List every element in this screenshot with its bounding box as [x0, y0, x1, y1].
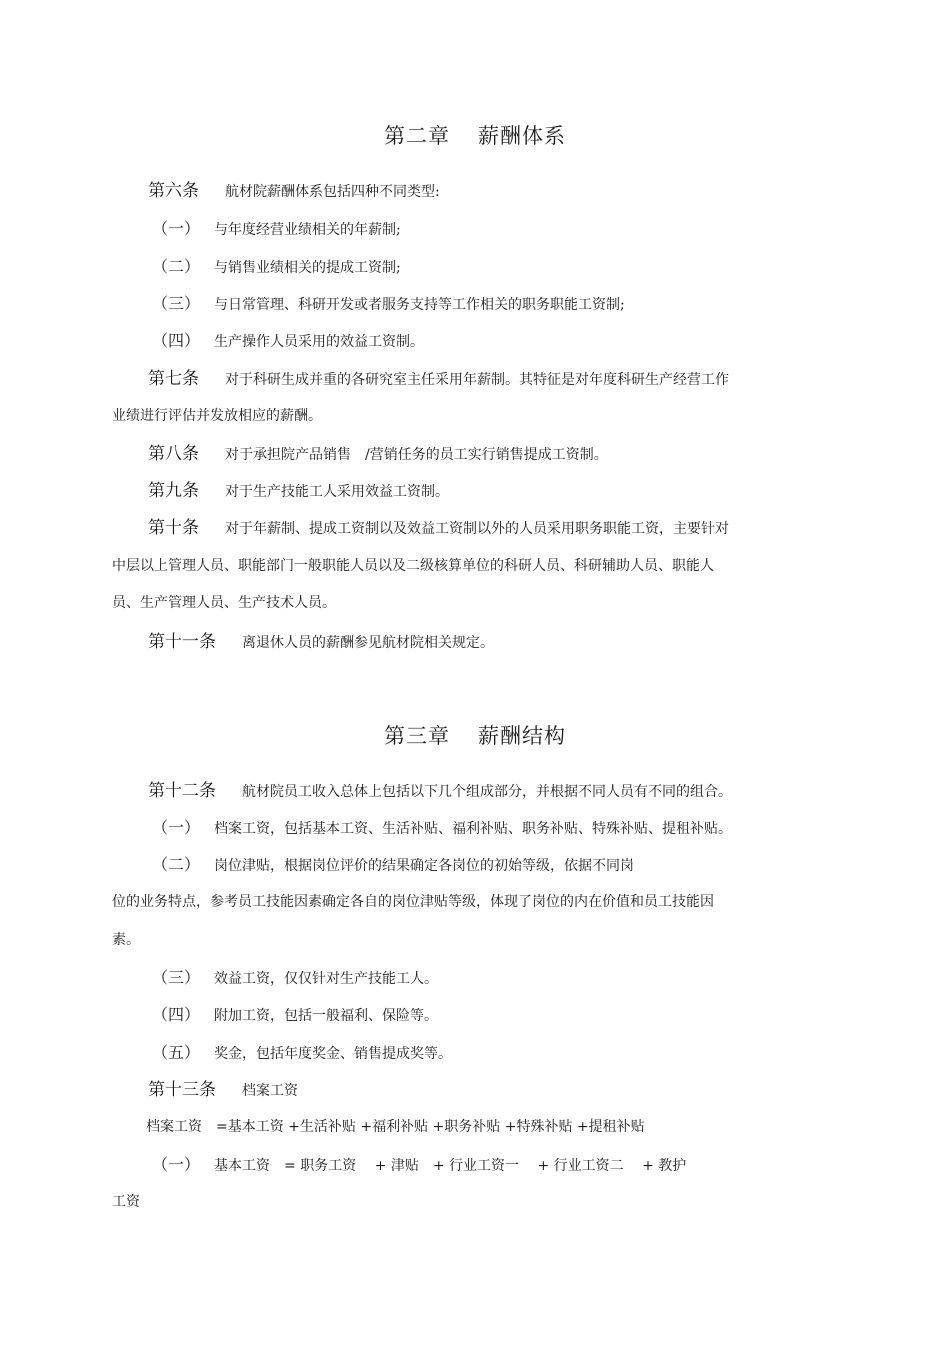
- article-10: [148, 518, 729, 539]
- article-label: 第十三条: [148, 1080, 216, 1100]
- item-text: 生产操作人员采用的效益工资制。: [214, 334, 425, 350]
- article-10-continuation: [112, 593, 336, 613]
- item-number: （三）: [152, 968, 201, 987]
- formula-continuation: [112, 1192, 140, 1212]
- chapter-heading: [0, 122, 950, 150]
- article-9: [148, 481, 449, 502]
- item-text: 与销售业绩相关的提成工资制;: [214, 260, 401, 276]
- item-text: 位的业务特点，参考员工技能因素确定各自的岗位津贴等级，体现了岗位的内在价值和员工技能因: [112, 894, 714, 910]
- chapter-heading: [0, 722, 950, 750]
- article-12: [148, 781, 732, 802]
- item-text: 与日常管理、科研开发或者服务支持等工作相关的职务职能工资制;: [214, 297, 625, 313]
- list-item: [152, 331, 424, 352]
- item-number: （三）: [152, 294, 201, 313]
- item-number: （二）: [152, 855, 201, 874]
- article-text: 对于生产技能工人采用效益工资制。: [225, 484, 449, 500]
- article-text: 员、生产管理人员、生产技术人员。: [112, 595, 336, 611]
- item-text: 奖金，包括年度奖金、销售提成奖等。: [214, 1046, 453, 1062]
- article-label: 第十一条: [148, 632, 216, 652]
- list-item: [152, 257, 401, 278]
- article-8: [148, 444, 608, 465]
- item-number: （四）: [152, 1005, 201, 1024]
- article-text: 对于年薪制、提成工资制以及效益工资制以外的人员采用职务职能工资，主要针对: [225, 521, 729, 537]
- item-number: （四）: [152, 331, 201, 350]
- list-item-continuation: [112, 930, 140, 950]
- item-text: 附加工资，包括一般福利、保险等。: [214, 1008, 439, 1024]
- article-label: 第八条: [148, 444, 199, 464]
- chapter-title: 薪酬结构: [478, 724, 566, 748]
- list-item: [152, 1043, 452, 1064]
- chapter-title: 薪酬体系: [478, 124, 566, 148]
- article-10-continuation: [112, 556, 714, 576]
- article-text: 档案工资: [242, 1083, 298, 1099]
- chapter-number: 第二章: [384, 124, 450, 148]
- item-number: （一）: [152, 1155, 201, 1174]
- article-text: 对于科研生成并重的各研究室主任采用年薪制。其特征是对年度科研生产经营工作: [225, 372, 729, 388]
- item-number: （五）: [152, 1043, 201, 1062]
- article-label: 第六条: [148, 181, 199, 201]
- formula-line: [152, 1155, 686, 1176]
- article-text: 航材院员工收入总体上包括以下几个组成部分，并根据不同人员有不同的组合。: [242, 784, 732, 800]
- article-text: 业绩进行评估并发放相应的薪酬。: [112, 408, 322, 424]
- list-item: [152, 1005, 438, 1026]
- article-text: 航材院薪酬体系包括四种不同类型:: [225, 184, 440, 200]
- list-item: [152, 818, 732, 839]
- item-number: （一）: [152, 818, 201, 837]
- article-text: 离退休人员的薪酬参见航材院相关规定。: [242, 635, 494, 651]
- article-label: 第七条: [148, 369, 199, 389]
- list-item: [152, 294, 625, 315]
- article-label: 第十条: [148, 518, 199, 538]
- article-7: [148, 369, 729, 390]
- article-text: 对于承担院产品销售 /营销任务的员工实行销售提成工资制。: [225, 447, 608, 463]
- article-11: [148, 632, 494, 653]
- article-text: 中层以上管理人员、职能部门一般职能人员以及二级核算单位的科研人员、科研辅助人员、职能人: [112, 558, 714, 574]
- article-13: [148, 1080, 298, 1101]
- item-text: 效益工资，仅仅针对生产技能工人。: [214, 971, 439, 987]
- article-6: [148, 181, 440, 202]
- article-7-continuation: [112, 406, 322, 426]
- formula-text: 档案工资 =基本工资 +生活补贴 +福利补贴 +职务补贴 +特殊补贴 +提租补贴: [146, 1119, 645, 1135]
- formula-text: 基本工资 = 职务工资 + 津贴 + 行业工资一 + 行业工资二 + 教护: [214, 1158, 687, 1174]
- chapter-number: 第三章: [384, 724, 450, 748]
- item-text: 档案工资，包括基本工资、生活补贴、福利补贴、职务补贴、特殊补贴、提租补贴。: [214, 821, 733, 837]
- item-number: （二）: [152, 257, 201, 276]
- formula-line: [146, 1117, 645, 1137]
- article-label: 第九条: [148, 481, 199, 501]
- item-text: 与年度经营业绩相关的年薪制;: [214, 222, 401, 238]
- list-item: [152, 968, 438, 989]
- item-text: 岗位津贴，根据岗位评价的结果确定各岗位的初始等级，依据不同岗: [214, 858, 635, 874]
- formula-text: 工资: [112, 1194, 140, 1210]
- item-text: 素。: [112, 932, 140, 948]
- item-number: （一）: [152, 219, 201, 238]
- list-item-continuation: [112, 892, 714, 912]
- list-item: [152, 855, 634, 876]
- list-item: [152, 219, 401, 240]
- article-label: 第十二条: [148, 781, 216, 801]
